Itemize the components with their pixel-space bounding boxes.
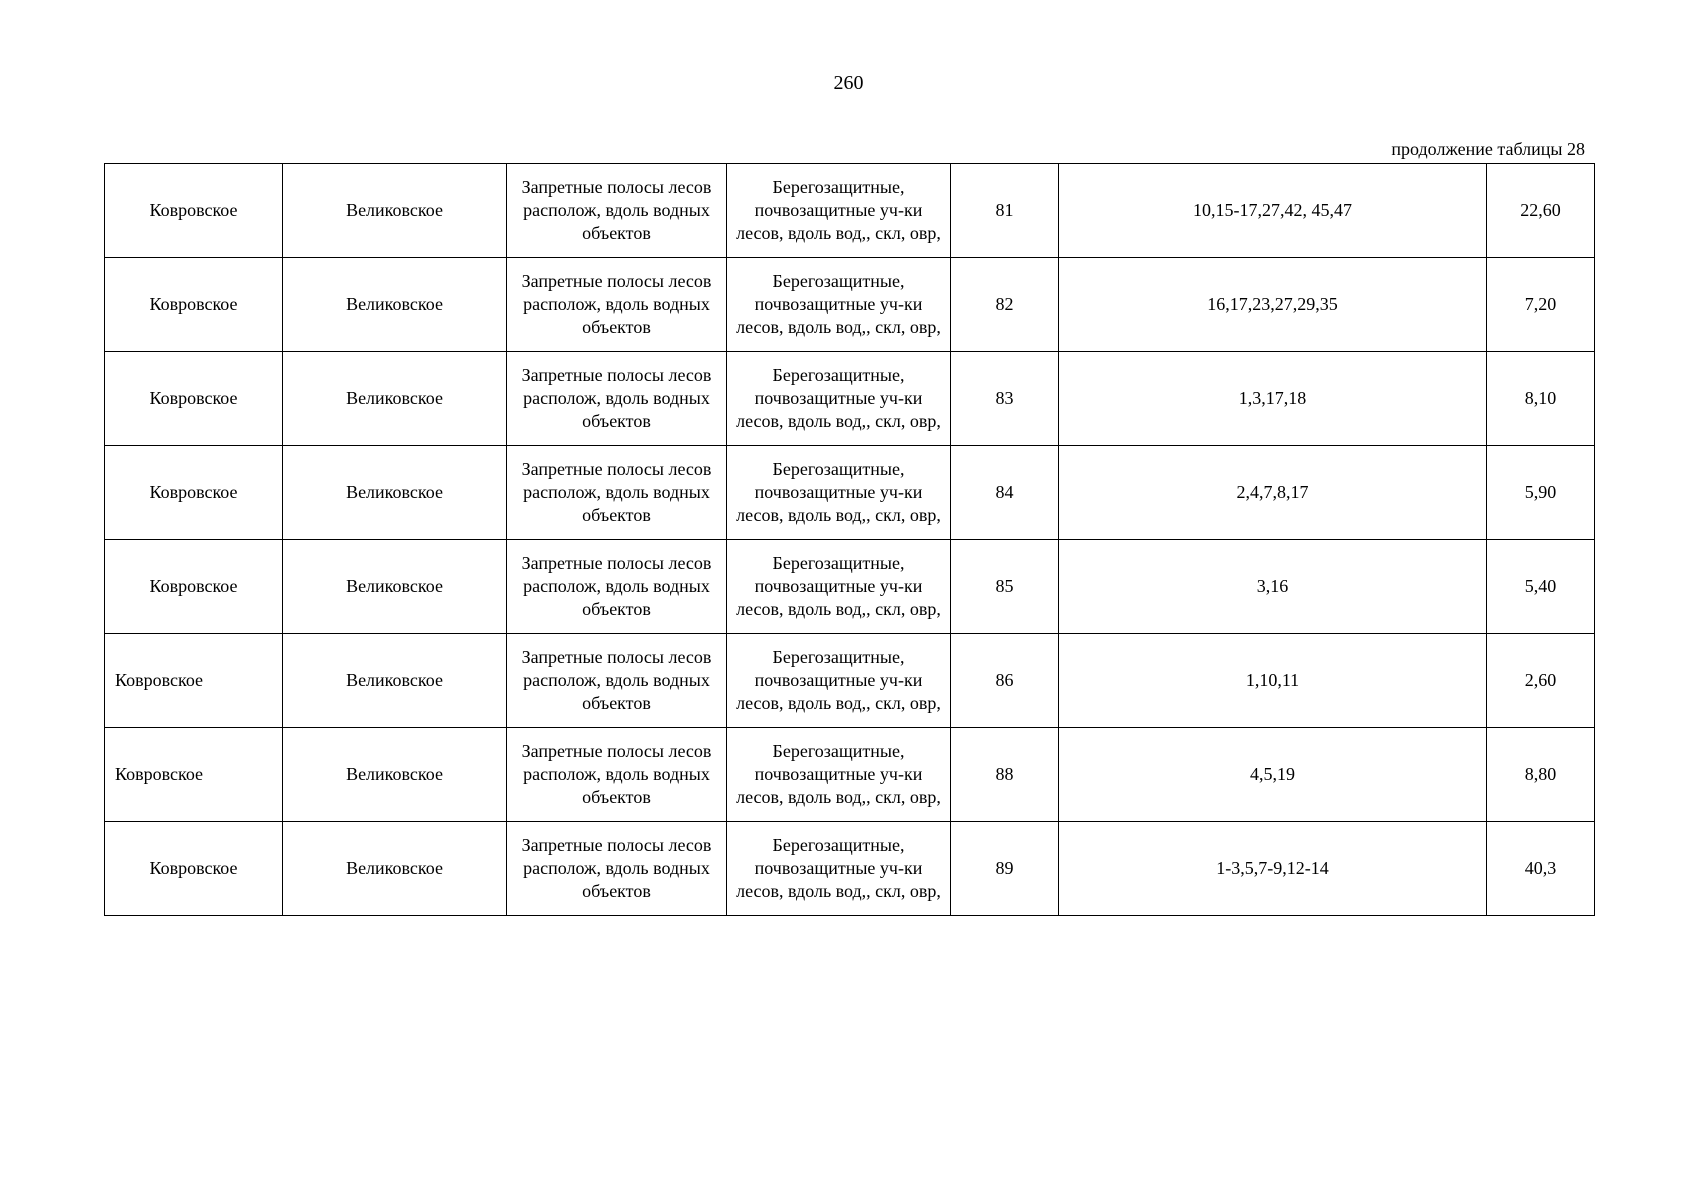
protection-purpose: Берегозащитные, почвозащитные уч-ки лесов, вдоль вод,, скл, овр, [736, 459, 941, 525]
protection-category: Запретные полосы лесов располож, вдоль водных объектов [521, 647, 712, 713]
area-cell [1487, 728, 1595, 822]
table-row [105, 352, 1595, 446]
district-cell [283, 164, 507, 258]
protection-category: Запретные полосы лесов располож, вдоль водных объектов [521, 177, 712, 243]
quarter-cell [951, 446, 1059, 540]
purpose-cell [727, 164, 951, 258]
quarter-cell [951, 634, 1059, 728]
area-cell [1487, 352, 1595, 446]
district-name: Великовское [346, 200, 443, 220]
protection-category: Запретные полосы лесов располож, вдоль водных объектов [521, 553, 712, 619]
section-numbers: 1,3,17,18 [1238, 388, 1307, 408]
table-row [105, 822, 1595, 916]
quarter-number: 88 [995, 764, 1014, 784]
forestry-name: Ковровское [115, 764, 204, 784]
purpose-cell [727, 822, 951, 916]
table-continuation-label: продолжение таблицы 28 [1391, 139, 1585, 159]
sections-cell [1059, 540, 1487, 634]
page-number: 260 [833, 72, 864, 94]
sections-cell [1059, 352, 1487, 446]
quarter-cell [951, 822, 1059, 916]
protection-category: Запретные полосы лесов располож, вдоль водных объектов [521, 835, 712, 901]
sections-cell [1059, 446, 1487, 540]
forestry-cell [105, 728, 283, 822]
protection-purpose: Берегозащитные, почвозащитные уч-ки лесов, вдоль вод,, скл, овр, [736, 835, 941, 901]
quarter-number: 83 [995, 388, 1014, 408]
table-row [105, 634, 1595, 728]
table-body [105, 164, 1595, 916]
quarter-number: 86 [995, 670, 1014, 690]
section-numbers: 16,17,23,27,29,35 [1207, 294, 1338, 314]
forestry-cell [105, 634, 283, 728]
category-cell [507, 164, 727, 258]
forestry-cell [105, 540, 283, 634]
district-name: Великовское [346, 388, 443, 408]
quarter-cell [951, 352, 1059, 446]
sections-cell [1059, 164, 1487, 258]
forestry-cell [105, 352, 283, 446]
forestry-cell [105, 822, 283, 916]
protection-purpose: Берегозащитные, почвозащитные уч-ки лесов, вдоль вод,, скл, овр, [736, 647, 941, 713]
district-cell [283, 728, 507, 822]
forestry-name: Ковровское [149, 576, 238, 596]
purpose-cell [727, 258, 951, 352]
category-cell [507, 634, 727, 728]
quarter-cell [951, 728, 1059, 822]
district-cell [283, 258, 507, 352]
district-cell [283, 446, 507, 540]
protection-category: Запретные полосы лесов располож, вдоль водных объектов [521, 271, 712, 337]
purpose-cell [727, 446, 951, 540]
protection-purpose: Берегозащитные, почвозащитные уч-ки лесов, вдоль вод,, скл, овр, [736, 741, 941, 807]
district-name: Великовское [346, 576, 443, 596]
protection-category: Запретные полосы лесов располож, вдоль водных объектов [521, 365, 712, 431]
protection-purpose: Берегозащитные, почвозащитные уч-ки лесов, вдоль вод,, скл, овр, [736, 365, 941, 431]
section-numbers: 4,5,19 [1250, 764, 1295, 784]
district-cell [283, 540, 507, 634]
protection-purpose: Берегозащитные, почвозащитные уч-ки лесов, вдоль вод,, скл, овр, [736, 271, 941, 337]
area-cell [1487, 446, 1595, 540]
table-row [105, 446, 1595, 540]
forestry-name: Ковровское [149, 482, 238, 502]
purpose-cell [727, 540, 951, 634]
area-value: 8,10 [1524, 388, 1557, 408]
protection-category: Запретные полосы лесов располож, вдоль водных объектов [521, 741, 712, 807]
quarter-cell [951, 540, 1059, 634]
category-cell [507, 352, 727, 446]
forestry-name: Ковровское [149, 858, 238, 878]
quarter-number: 82 [995, 294, 1014, 314]
forestry-name: Ковровское [149, 200, 238, 220]
table-row [105, 164, 1595, 258]
category-cell [507, 728, 727, 822]
protection-category: Запретные полосы лесов располож, вдоль водных объектов [521, 459, 712, 525]
sections-cell [1059, 258, 1487, 352]
section-numbers: 1-3,5,7-9,12-14 [1216, 858, 1329, 878]
section-numbers: 2,4,7,8,17 [1236, 482, 1309, 502]
sections-cell [1059, 822, 1487, 916]
forestry-cell [105, 258, 283, 352]
table-row [105, 540, 1595, 634]
section-numbers: 1,10,11 [1245, 670, 1300, 690]
area-cell [1487, 540, 1595, 634]
purpose-cell [727, 352, 951, 446]
area-cell [1487, 164, 1595, 258]
sections-cell [1059, 728, 1487, 822]
area-value: 5,40 [1524, 576, 1557, 596]
quarter-number: 84 [995, 482, 1014, 502]
quarter-cell [951, 164, 1059, 258]
section-numbers: 10,15-17,27,42, 45,47 [1193, 200, 1352, 220]
area-cell [1487, 634, 1595, 728]
district-cell [283, 822, 507, 916]
protection-purpose: Берегозащитные, почвозащитные уч-ки лесов, вдоль вод,, скл, овр, [736, 553, 941, 619]
district-name: Великовское [346, 670, 443, 690]
table-row [105, 258, 1595, 352]
quarter-cell [951, 258, 1059, 352]
area-cell [1487, 822, 1595, 916]
district-name: Великовское [346, 482, 443, 502]
district-cell [283, 634, 507, 728]
purpose-cell [727, 728, 951, 822]
section-numbers: 3,16 [1256, 576, 1289, 596]
forest-table [104, 163, 1595, 916]
quarter-number: 85 [995, 576, 1014, 596]
category-cell [507, 446, 727, 540]
category-cell [507, 822, 727, 916]
district-name: Великовское [346, 294, 443, 314]
table-row [105, 728, 1595, 822]
purpose-cell [727, 634, 951, 728]
category-cell [507, 258, 727, 352]
quarter-number: 89 [995, 858, 1014, 878]
forestry-name: Ковровское [149, 388, 238, 408]
quarter-number: 81 [995, 200, 1014, 220]
area-value: 7,20 [1524, 294, 1557, 314]
sections-cell [1059, 634, 1487, 728]
forestry-name: Ковровское [149, 294, 238, 314]
district-name: Великовское [346, 764, 443, 784]
forestry-cell [105, 164, 283, 258]
district-name: Великовское [346, 858, 443, 878]
area-value: 40,3 [1524, 858, 1557, 878]
area-value: 8,80 [1524, 764, 1557, 784]
category-cell [507, 540, 727, 634]
area-value: 22,60 [1520, 200, 1561, 220]
area-value: 5,90 [1524, 482, 1557, 502]
district-cell [283, 352, 507, 446]
forestry-name: Ковровское [115, 670, 204, 690]
area-value: 2,60 [1524, 670, 1557, 690]
area-cell [1487, 258, 1595, 352]
forestry-cell [105, 446, 283, 540]
protection-purpose: Берегозащитные, почвозащитные уч-ки лесов, вдоль вод,, скл, овр, [736, 177, 941, 243]
